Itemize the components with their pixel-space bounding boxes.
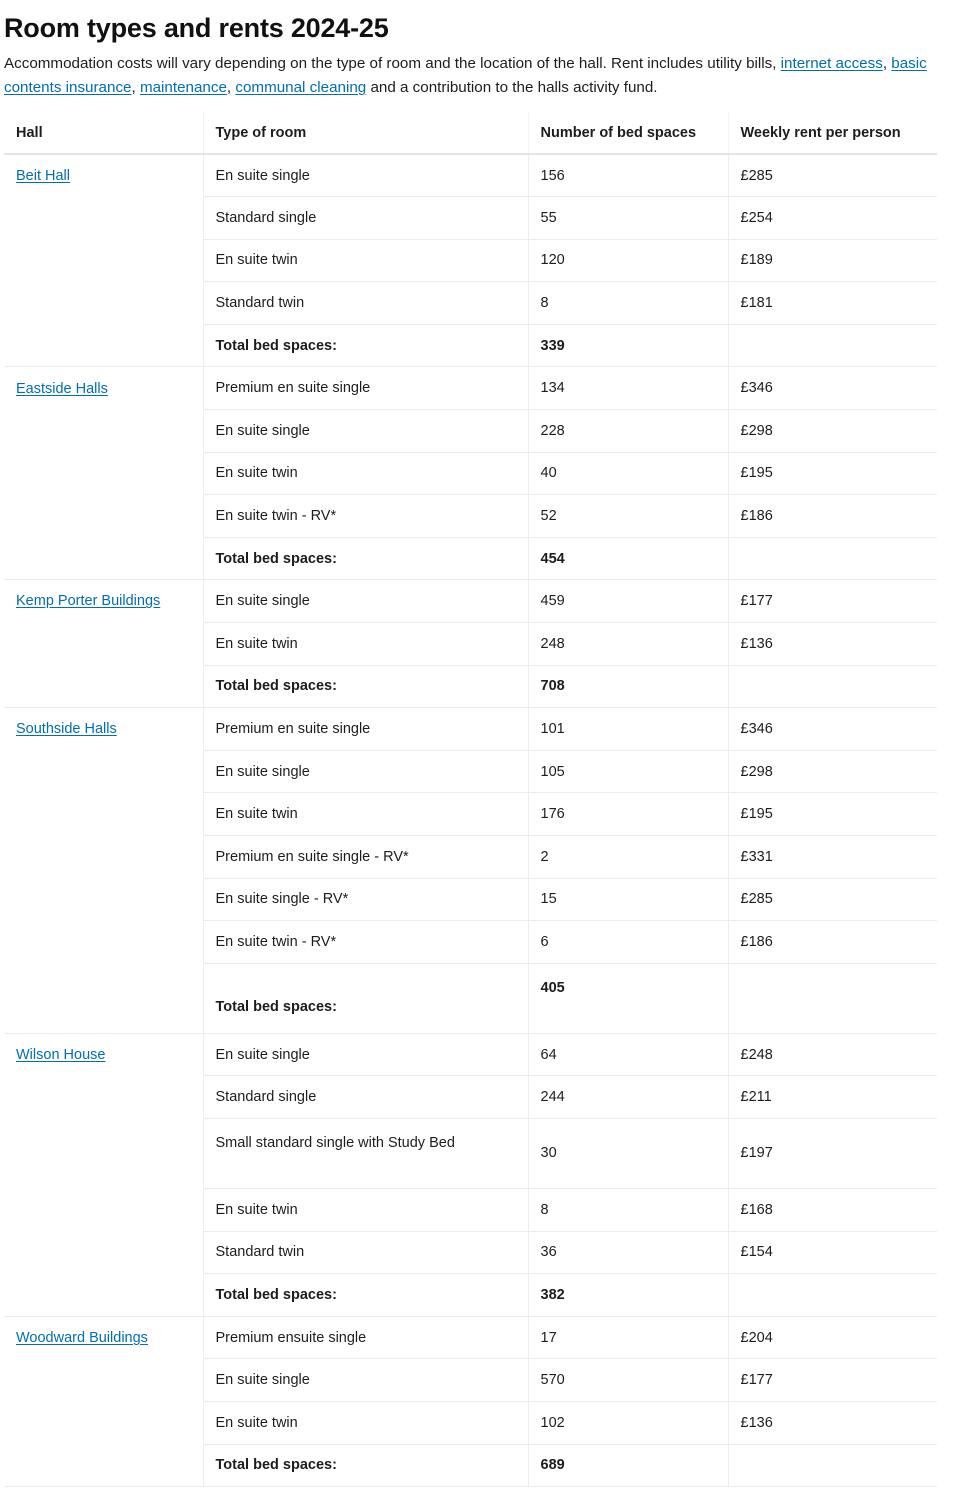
table-row: [4, 878, 937, 921]
hall-cell: [4, 1231, 203, 1274]
total-bed-spaces-cell: 454: [528, 537, 728, 580]
table-row: [4, 197, 937, 240]
hall-cell: [4, 1359, 203, 1402]
table-row: [4, 1188, 937, 1231]
hall-cell: [4, 410, 203, 453]
bed-spaces-cell: 6: [528, 921, 728, 964]
table-row: [4, 750, 937, 793]
hall-cell: [4, 1076, 203, 1119]
bed-spaces-cell: 55: [528, 197, 728, 240]
hall-cell: [4, 1118, 203, 1188]
table-row: [4, 239, 937, 282]
bed-spaces-cell: 134: [528, 367, 728, 410]
bed-spaces-cell: 2: [528, 836, 728, 879]
hall-cell: [4, 1444, 203, 1487]
total-row: [4, 324, 937, 367]
room-type-cell: Standard twin: [203, 282, 528, 325]
weekly-rent-cell: £298: [728, 410, 937, 453]
weekly-rent-cell: £136: [728, 1401, 937, 1444]
weekly-rent-cell: £248: [728, 1033, 937, 1076]
room-type-cell: En suite twin - RV*: [203, 921, 528, 964]
room-type-cell: Small standard single with Study Bed: [203, 1118, 528, 1188]
room-type-cell: En suite single: [203, 154, 528, 197]
empty-rent-cell: [728, 537, 937, 580]
room-type-cell: Standard twin: [203, 1231, 528, 1274]
total-bed-spaces-cell: 382: [528, 1274, 728, 1317]
intro-text-start: Accommodation costs will vary depending on the type of room and the location of the hall. Rent includes utility bills,: [4, 55, 781, 72]
hall-cell: [4, 878, 203, 921]
weekly-rent-cell: £181: [728, 282, 937, 325]
total-label-cell: Total bed spaces:: [203, 1444, 528, 1487]
maintenance-link[interactable]: maintenance: [139, 79, 227, 96]
hall-cell: [4, 836, 203, 879]
total-label-cell: Total bed spaces:: [203, 537, 528, 580]
total-row: [4, 665, 937, 708]
hall-link[interactable]: Kemp Porter Buildings: [16, 593, 161, 610]
intro-text-end: and a contribution to the halls activity fund.: [366, 79, 658, 96]
table-row: [4, 1316, 937, 1359]
intro-paragraph: [4, 52, 950, 100]
hall-link[interactable]: Woodward Buildings: [16, 1329, 148, 1346]
bed-spaces-cell: 570: [528, 1359, 728, 1402]
bed-spaces-cell: 17: [528, 1316, 728, 1359]
room-type-cell: Premium en suite single - RV*: [203, 836, 528, 879]
hall-cell: [4, 1316, 203, 1359]
hall-link[interactable]: Beit Hall: [16, 167, 70, 184]
weekly-rent-cell: £186: [728, 495, 937, 538]
weekly-rent-cell: £177: [728, 1359, 937, 1402]
page-title: Room types and rents 2024-25: [4, 13, 389, 43]
bed-spaces-cell: 120: [528, 239, 728, 282]
weekly-rent-cell: £177: [728, 580, 937, 623]
hall-cell: [4, 537, 203, 580]
bed-spaces-cell: 459: [528, 580, 728, 623]
table-row: [4, 1401, 937, 1444]
weekly-rent-cell: £136: [728, 623, 937, 666]
table-row: [4, 282, 937, 325]
room-type-cell: En suite twin - RV*: [203, 495, 528, 538]
hall-cell: [4, 921, 203, 964]
table-row: [4, 154, 937, 197]
bed-spaces-cell: 176: [528, 793, 728, 836]
room-type-cell: En suite single: [203, 750, 528, 793]
room-type-cell: En suite twin: [203, 239, 528, 282]
room-type-cell: Premium en suite single: [203, 367, 528, 410]
bed-spaces-cell: 8: [528, 282, 728, 325]
weekly-rent-cell: £154: [728, 1231, 937, 1274]
internet-access-link[interactable]: internet access: [780, 55, 883, 72]
hall-cell: [4, 1033, 203, 1076]
weekly-rent-cell: £331: [728, 836, 937, 879]
total-label-cell: Total bed spaces:: [203, 1274, 528, 1317]
bed-spaces-cell: 105: [528, 750, 728, 793]
empty-rent-cell: [728, 1444, 937, 1487]
total-bed-spaces-cell: 689: [528, 1444, 728, 1487]
weekly-rent-cell: £285: [728, 878, 937, 921]
hall-cell: [4, 1401, 203, 1444]
header-number-of-bed-spaces: Number of bed spaces: [528, 112, 728, 154]
hall-cell: [4, 750, 203, 793]
weekly-rent-cell: £254: [728, 197, 937, 240]
room-type-cell: En suite single: [203, 1033, 528, 1076]
intro-separator: ,: [131, 79, 140, 96]
room-type-cell: Standard single: [203, 197, 528, 240]
total-row: [4, 537, 937, 580]
hall-cell: [4, 495, 203, 538]
table-row: [4, 495, 937, 538]
weekly-rent-cell: £197: [728, 1118, 937, 1188]
table-row: [4, 1076, 937, 1119]
hall-link[interactable]: Eastside Halls: [16, 380, 108, 397]
bed-spaces-cell: 248: [528, 623, 728, 666]
room-type-cell: En suite twin: [203, 793, 528, 836]
weekly-rent-cell: £186: [728, 921, 937, 964]
hall-cell: [4, 282, 203, 325]
table-row: [4, 1033, 937, 1076]
weekly-rent-cell: £189: [728, 239, 937, 282]
weekly-rent-cell: £195: [728, 452, 937, 495]
bed-spaces-cell: 101: [528, 708, 728, 751]
hall-cell: [4, 452, 203, 495]
weekly-rent-cell: £168: [728, 1188, 937, 1231]
weekly-rent-cell: £204: [728, 1316, 937, 1359]
bed-spaces-cell: 64: [528, 1033, 728, 1076]
table-row: [4, 623, 937, 666]
room-type-cell: En suite twin: [203, 623, 528, 666]
intro-separator: ,: [226, 79, 236, 96]
bed-spaces-cell: 40: [528, 452, 728, 495]
weekly-rent-cell: £195: [728, 793, 937, 836]
table-row: [4, 1231, 937, 1274]
room-type-cell: Standard single: [203, 1076, 528, 1119]
total-row: [4, 1274, 937, 1317]
empty-rent-cell: [728, 665, 937, 708]
hall-cell: [4, 1274, 203, 1317]
total-row: [4, 1444, 937, 1487]
room-type-cell: En suite single: [203, 410, 528, 453]
room-type-cell: En suite twin: [203, 1401, 528, 1444]
weekly-rent-cell: £285: [728, 154, 937, 197]
room-type-cell: Premium en suite single: [203, 708, 528, 751]
total-label-cell: Total bed spaces:: [203, 963, 528, 1033]
hall-cell: [4, 708, 203, 751]
header-hall: Hall: [4, 112, 203, 154]
empty-rent-cell: [728, 1274, 937, 1317]
hall-cell: [4, 665, 203, 708]
bed-spaces-cell: 30: [528, 1118, 728, 1188]
room-type-cell: En suite twin: [203, 1188, 528, 1231]
hall-cell: [4, 239, 203, 282]
total-label-cell: Total bed spaces:: [203, 324, 528, 367]
bed-spaces-cell: 156: [528, 154, 728, 197]
hall-cell: [4, 197, 203, 240]
room-type-cell: Premium ensuite single: [203, 1316, 528, 1359]
table-row: [4, 921, 937, 964]
table-row: [4, 793, 937, 836]
total-bed-spaces-cell: 339: [528, 324, 728, 367]
intro-separator: ,: [882, 55, 892, 72]
room-type-cell: En suite twin: [203, 452, 528, 495]
hall-cell: [4, 1188, 203, 1231]
hall-cell: [4, 154, 203, 197]
room-rents-table: [4, 112, 937, 1487]
hall-cell: [4, 324, 203, 367]
table-row: [4, 836, 937, 879]
weekly-rent-cell: £298: [728, 750, 937, 793]
total-label-cell: Total bed spaces:: [203, 665, 528, 708]
bed-spaces-cell: 244: [528, 1076, 728, 1119]
hall-cell: [4, 793, 203, 836]
room-type-cell: En suite single: [203, 1359, 528, 1402]
communal-cleaning-link[interactable]: communal cleaning: [235, 79, 367, 96]
table-row: [4, 708, 937, 751]
table-header-row: [4, 112, 937, 154]
hall-cell: [4, 580, 203, 623]
total-bed-spaces-cell: 708: [528, 665, 728, 708]
weekly-rent-cell: £211: [728, 1076, 937, 1119]
header-weekly-rent: Weekly rent per person: [728, 112, 937, 154]
bed-spaces-cell: 15: [528, 878, 728, 921]
weekly-rent-cell: £346: [728, 708, 937, 751]
bed-spaces-cell: 102: [528, 1401, 728, 1444]
table-row: [4, 580, 937, 623]
empty-rent-cell: [728, 324, 937, 367]
table-body: [4, 154, 937, 1487]
page-content: [4, 10, 950, 100]
table-row: [4, 410, 937, 453]
basic-contents-insurance-link[interactable]: basic contents insurance: [4, 55, 927, 96]
table-row: [4, 367, 937, 410]
bed-spaces-cell: 228: [528, 410, 728, 453]
total-bed-spaces-cell: 405: [528, 963, 728, 1033]
hall-cell: [4, 963, 203, 1033]
weekly-rent-cell: £346: [728, 367, 937, 410]
table-row: [4, 1118, 937, 1188]
room-type-cell: En suite single - RV*: [203, 878, 528, 921]
bed-spaces-cell: 8: [528, 1188, 728, 1231]
hall-cell: [4, 623, 203, 666]
table-row: [4, 452, 937, 495]
hall-cell: [4, 367, 203, 410]
table-row: [4, 1359, 937, 1402]
header-type-of-room: Type of room: [203, 112, 528, 154]
room-type-cell: En suite single: [203, 580, 528, 623]
bed-spaces-cell: 36: [528, 1231, 728, 1274]
bed-spaces-cell: 52: [528, 495, 728, 538]
total-row: [4, 963, 937, 1033]
hall-link[interactable]: Southside Halls: [16, 721, 117, 738]
empty-rent-cell: [728, 963, 937, 1033]
hall-link[interactable]: Wilson House: [16, 1046, 106, 1063]
